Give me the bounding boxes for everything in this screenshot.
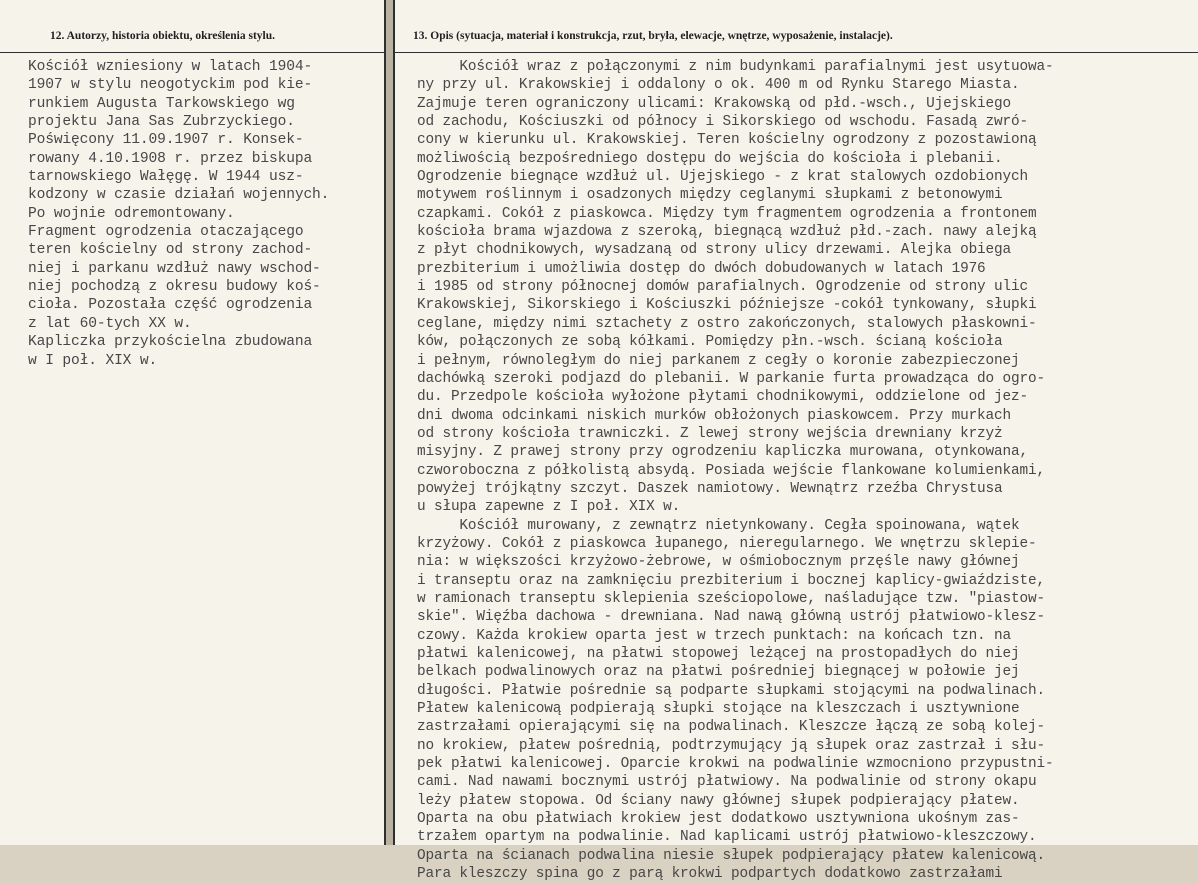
text-line: Kościół wzniesiony w latach 1904- (28, 59, 313, 75)
text-line: dni dwoma odcinkami niskich murków obłożonych piaskowcem. Przy murkach (417, 407, 1012, 424)
section-12-header: 12. Autorzy, historia obiektu, określenia stylu. (50, 30, 276, 42)
text-line: czowy. Każda krokiew oparta jest w trzech punktach: na końcach tzn. na (417, 627, 1012, 644)
left-column (0, 0, 386, 845)
text-line: i 1985 od strony północnej domów parafialnych. Ogrodzenie od strony ulic (417, 279, 1028, 296)
text-line: i pełnym, równoległym do niej parkanem z cegły o koronie zabezpieczonej (417, 352, 1020, 369)
text-line: Krakowskiej, Sikorskiego i Kościuszki późniejsze -cokół tynkowany, słupki (417, 297, 1037, 314)
text-line: motywem roślinnym i osadzonych między ceglanymi słupkami z betonowymi (417, 187, 1003, 204)
text-line: Oparta na ścianach podwalina niesie słupek podpierający płatew kalenicową. (417, 847, 1045, 864)
text-line: i transeptu oraz na zamknięciu prezbiterium i bocznej kaplicy-gwiaździste, (417, 572, 1045, 589)
text-line: dachówką szeroki podjazd do plebanii. W parkanie furta prowadząca do ogro- (417, 370, 1045, 387)
right-column (393, 0, 1198, 883)
text-line: czapkami. Cokół z piaskowca. Między tym fragmentem ogrodzenia a frontonem (417, 205, 1037, 222)
header-divider (395, 52, 1198, 53)
text-line: pek płatwi kalenicowej. Oparcie krokwi na podwalinie wzmocniono przypustni- (417, 756, 1054, 773)
section-13-body (417, 58, 1198, 883)
column-gutter (386, 0, 393, 845)
text-line: cami. Nad nawami bocznymi ustrój płatwiowy. Na podwalinie od strony okapu (417, 774, 1037, 791)
text-line: niej i parkanu wzdłuż nawy wschod- (28, 260, 321, 277)
text-line: od zachodu, Kościuszki od północy i Sikorskiego od wschodu. Fasadą zwró- (417, 114, 1028, 131)
text-line: Płatew kalenicową podpierają słupki stojące na kleszczach i usztywnione (417, 701, 1020, 718)
text-line: niej pochodzą z okresu budowy koś- (28, 279, 321, 296)
text-line: projektu Jana Sas Zubrzyckiego. (28, 114, 295, 131)
text-line: leży płatew stopowa. Od ściany nawy głównej słupek podpierający płatew. (417, 792, 1020, 809)
text-line: rowany 4.10.1908 r. przez biskupa (28, 150, 313, 167)
text-line: Ogrodzenie biegnące wzdłuż ul. Ujejskiego - z krat stalowych ozdobionych (417, 169, 1028, 186)
text-line: kodzony w czasie działań wojennych. (28, 187, 330, 204)
text-line: możliwością bezpośredniego dostępu do wejścia do kościoła i plebanii. (417, 150, 1003, 167)
text-line: z lat 60-tych XX w. (28, 315, 192, 332)
text-line: teren kościelny od strony zachod- (28, 242, 313, 259)
section-13-header: 13. Opis (sytuacja, materiał i konstrukcja, rzut, bryła, elewacje, wnętrze, wyposażenie, instalacje). (413, 30, 893, 42)
text-line: cony w kierunku ul. Krakowskiej. Teren kościelny ogrodzony z pozostawioną (417, 132, 1037, 149)
text-line: płatwi kalenicowej, na płatwi stopowej leżącej na prostopadłych do niej (417, 646, 1020, 662)
text-line: skie". Więźba dachowa - drewniana. Nad nawą główną ustrój płatwiowo-klesz- (417, 609, 1045, 626)
text-line: nia: w większości krzyżowo-żebrowe, w ośmiobocznym przęśle nawy głównej (417, 554, 1020, 571)
text-line: czworoboczna z półkolistą absydą. Posiada wejście flankowane kolumienkami, (417, 462, 1045, 479)
text-line: Fragment ogrodzenia otaczającego (28, 224, 304, 241)
text-line: Para kleszczy spina go z parą krokwi podpartych dodatkowo zastrzałami (417, 866, 1003, 883)
text-line: belkach podwalinowych oraz na płatwi pośredniej biegnącej w połowie jej (417, 664, 1020, 681)
text-line: 1907 w stylu neogotyckim pod kie- (28, 77, 313, 94)
text-line: misyjny. Z prawej strony przy ogrodzeniu kapliczka murowana, otynkowana, (417, 444, 1028, 461)
text-line: tarnowskiego Wałęgę. W 1944 usz- (28, 169, 304, 186)
text-line: ny przy ul. Krakowskiej i oddalony o ok. 400 m od Rynku Starego Miasta. (417, 77, 1020, 94)
text-line: powyżej trójkątny szczyt. Daszek namiotowy. Wewnątrz rzeźba Chrystusa (417, 480, 1003, 497)
text-line: cioła. Pozostała część ogrodzenia (28, 297, 313, 314)
text-line: trzałem opartym na podwalinie. Nad kaplicami ustrój płatwiowo-kleszczowy. (417, 829, 1037, 846)
text-line: ceglane, między nimi sztachety z ostro zakończonych, stalowych płaskowni- (417, 315, 1037, 332)
text-line: Kościół wraz z połączonymi z nim budynkami parafialnymi jest usytuowa- (417, 59, 1054, 75)
text-line: u słupa zapewne z I poł. XIX w. (417, 499, 681, 516)
text-line: ków, połączonych ze sobą kółkami. Pomiędzy płn.-wsch. ścianą kościoła (417, 334, 1003, 351)
text-line: w I poł. XIX w. (28, 352, 158, 369)
text-line: z płyt chodnikowych, wysadzaną od strony ulicy drzewami. Alejka obiega (417, 242, 1012, 259)
text-line: Oparta na obu płatwiach krokiew jest dodatkowo usztywniona ukośnym zas- (417, 811, 1020, 828)
text-line: w ramionach transeptu sklepienia sześciopolowe, naśladujące tzw. "piastow- (417, 590, 1045, 607)
text-line: od strony kościoła trawniczki. Z lewej strony wejścia drewniany krzyż (417, 425, 1003, 442)
text-line: Kapliczka przykościelna zbudowana (28, 334, 313, 351)
text-line: kościoła brama wjazdowa z szeroką, biegnącą wzdłuż płd.-zach. nawy alejką (417, 224, 1037, 241)
text-line: Po wojnie odremontowany. (28, 205, 235, 222)
text-line: no krokiew, płatew pośrednią, podtrzymujący ją słupek oraz zastrzał i słu- (417, 737, 1045, 754)
text-line: długości. Płatwie pośrednie są podparte słupkami stojącymi na podwalinach. (417, 682, 1045, 699)
text-line: krzyżowy. Cokół z piaskowca łupanego, nieregularnego. We wnętrzu sklepie- (417, 535, 1037, 552)
text-line: Kościół murowany, z zewnątrz nietynkowany. Cegła spoinowana, wątek (417, 517, 1020, 534)
text-line: prezbiterium i umożliwia dostęp do dwóch dobudowanych w latach 1976 (417, 260, 986, 277)
header-divider (0, 52, 384, 53)
text-line: du. Przedpole kościoła wyłożone płytami chodnikowymi, oddzielone od jez- (417, 389, 1028, 406)
section-12-body (28, 58, 384, 370)
text-line: Zajmuje teren ograniczony ulicami: Krakowską od płd.-wsch., Ujejskiego (417, 95, 1012, 112)
text-line: Poświęcony 11.09.1907 r. Konsek- (28, 132, 304, 149)
text-line: runkiem Augusta Tarkowskiego wg (28, 95, 295, 112)
text-line: zastrzałami opierającymi się na podwalinach. Kleszcze łączą ze sobą kolej- (417, 719, 1045, 736)
